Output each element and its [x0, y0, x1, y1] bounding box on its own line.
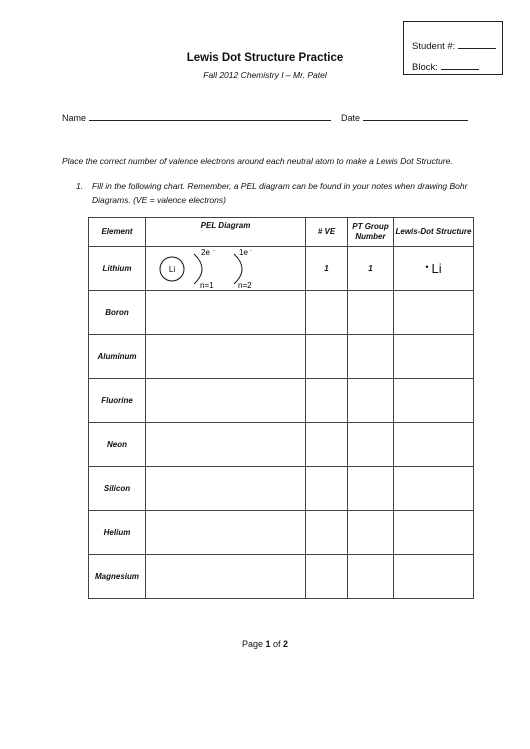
table-row [89, 467, 474, 511]
total-pages: 2 [283, 639, 289, 649]
current-page: 1 [265, 639, 271, 649]
pel-diagram-cell [146, 247, 306, 291]
lewis-dot-structure [425, 261, 441, 276]
table-row [89, 291, 474, 335]
lewis-dot-cell[interactable] [394, 423, 474, 467]
header-pel-diagram: PEL Diagram [146, 218, 306, 247]
element-cell: Lithium [89, 247, 146, 291]
question-1 [76, 179, 476, 207]
pt-group-cell[interactable] [348, 423, 394, 467]
table-row [89, 423, 474, 467]
pt-group-cell: 1 [348, 247, 394, 291]
pel-diagram-cell[interactable] [146, 555, 306, 599]
page-word: Page [241, 639, 263, 649]
pt-group-cell[interactable] [348, 291, 394, 335]
date-label: Date [341, 113, 361, 123]
table-row [89, 511, 474, 555]
table-row [89, 379, 474, 423]
element-cell: Aluminum [89, 335, 146, 379]
page-footer [0, 639, 530, 649]
table-row [89, 555, 474, 599]
ve-cell[interactable] [306, 291, 348, 335]
pel-diagram-cell[interactable] [146, 291, 306, 335]
student-number-label: Student #: [412, 41, 456, 52]
lewis-chart-table [88, 217, 474, 599]
instruction-text: Place the correct number of valence electrons around each neutral atom to make a Lewis Dot Structure. [62, 156, 453, 166]
page-subtitle: Fall 2012 Chemistry I – Mr. Patel [203, 70, 327, 80]
element-cell: Boron [89, 291, 146, 335]
ve-cell[interactable] [306, 511, 348, 555]
ve-cell[interactable] [306, 555, 348, 599]
date-field[interactable] [363, 111, 468, 121]
pel-diagram-cell[interactable] [146, 467, 306, 511]
header-lewis-dot: Lewis-Dot Structure [394, 218, 474, 247]
pt-group-cell[interactable] [348, 379, 394, 423]
name-label: Name [62, 113, 87, 123]
element-cell: Neon [89, 423, 146, 467]
lewis-dot-cell [394, 247, 474, 291]
ve-cell[interactable] [306, 379, 348, 423]
header-ve: # VE [306, 218, 348, 247]
element-cell: Silicon [89, 467, 146, 511]
table-row-example [89, 247, 474, 291]
lewis-symbol: Li [431, 261, 442, 276]
pt-group-cell[interactable] [348, 335, 394, 379]
lewis-dot-cell[interactable] [394, 467, 474, 511]
pel-diagram-cell[interactable] [146, 511, 306, 555]
element-cell: Fluorine [89, 379, 146, 423]
pt-group-cell[interactable] [348, 467, 394, 511]
header-element: Element [89, 218, 146, 247]
pt-group-cell[interactable] [348, 511, 394, 555]
shell-2-electrons: 1e [239, 248, 248, 257]
ve-cell: 1 [306, 247, 348, 291]
pel-diagram-example [146, 247, 306, 290]
shell-1-label: n=1 [200, 281, 214, 290]
lewis-dot-cell[interactable] [394, 555, 474, 599]
lewis-dot-cell[interactable] [394, 511, 474, 555]
table-row [89, 335, 474, 379]
lewis-dot-cell[interactable] [394, 335, 474, 379]
shell-2-label: n=2 [238, 281, 252, 290]
valence-dot: • [425, 262, 429, 272]
pt-group-cell[interactable] [348, 555, 394, 599]
element-cell: Helium [89, 511, 146, 555]
question-text: Fill in the following chart. Remember, a PEL diagram can be found in your notes when drawing Bohr Diagrams. (VE = valence electrons) [92, 181, 468, 205]
student-number-field[interactable] [458, 39, 496, 49]
of-word: of [273, 639, 281, 649]
ve-cell[interactable] [306, 335, 348, 379]
student-info-box [403, 21, 503, 75]
shell-2-superscript: - [250, 248, 252, 254]
shell-2-arc [234, 254, 242, 284]
nucleus-symbol: Li [168, 265, 176, 274]
block-label: Block: [412, 62, 438, 73]
page-title: Lewis Dot Structure Practice [186, 52, 344, 64]
name-field-row [62, 111, 331, 123]
lewis-dot-cell[interactable] [394, 379, 474, 423]
pel-diagram-cell[interactable] [146, 335, 306, 379]
shell-1-superscript: - [213, 248, 215, 254]
pel-diagram-cell[interactable] [146, 379, 306, 423]
header-pt-group: PT Group Number [348, 218, 394, 247]
shell-1-electrons: 2e [201, 248, 210, 257]
name-field[interactable] [89, 111, 331, 121]
table-header-row [89, 218, 474, 247]
ve-cell[interactable] [306, 423, 348, 467]
lewis-dot-cell[interactable] [394, 291, 474, 335]
element-cell: Magnesium [89, 555, 146, 599]
shell-1-arc [194, 254, 202, 284]
ve-cell[interactable] [306, 467, 348, 511]
date-field-row [341, 111, 468, 123]
question-number: 1. [76, 181, 84, 191]
pel-diagram-cell[interactable] [146, 423, 306, 467]
